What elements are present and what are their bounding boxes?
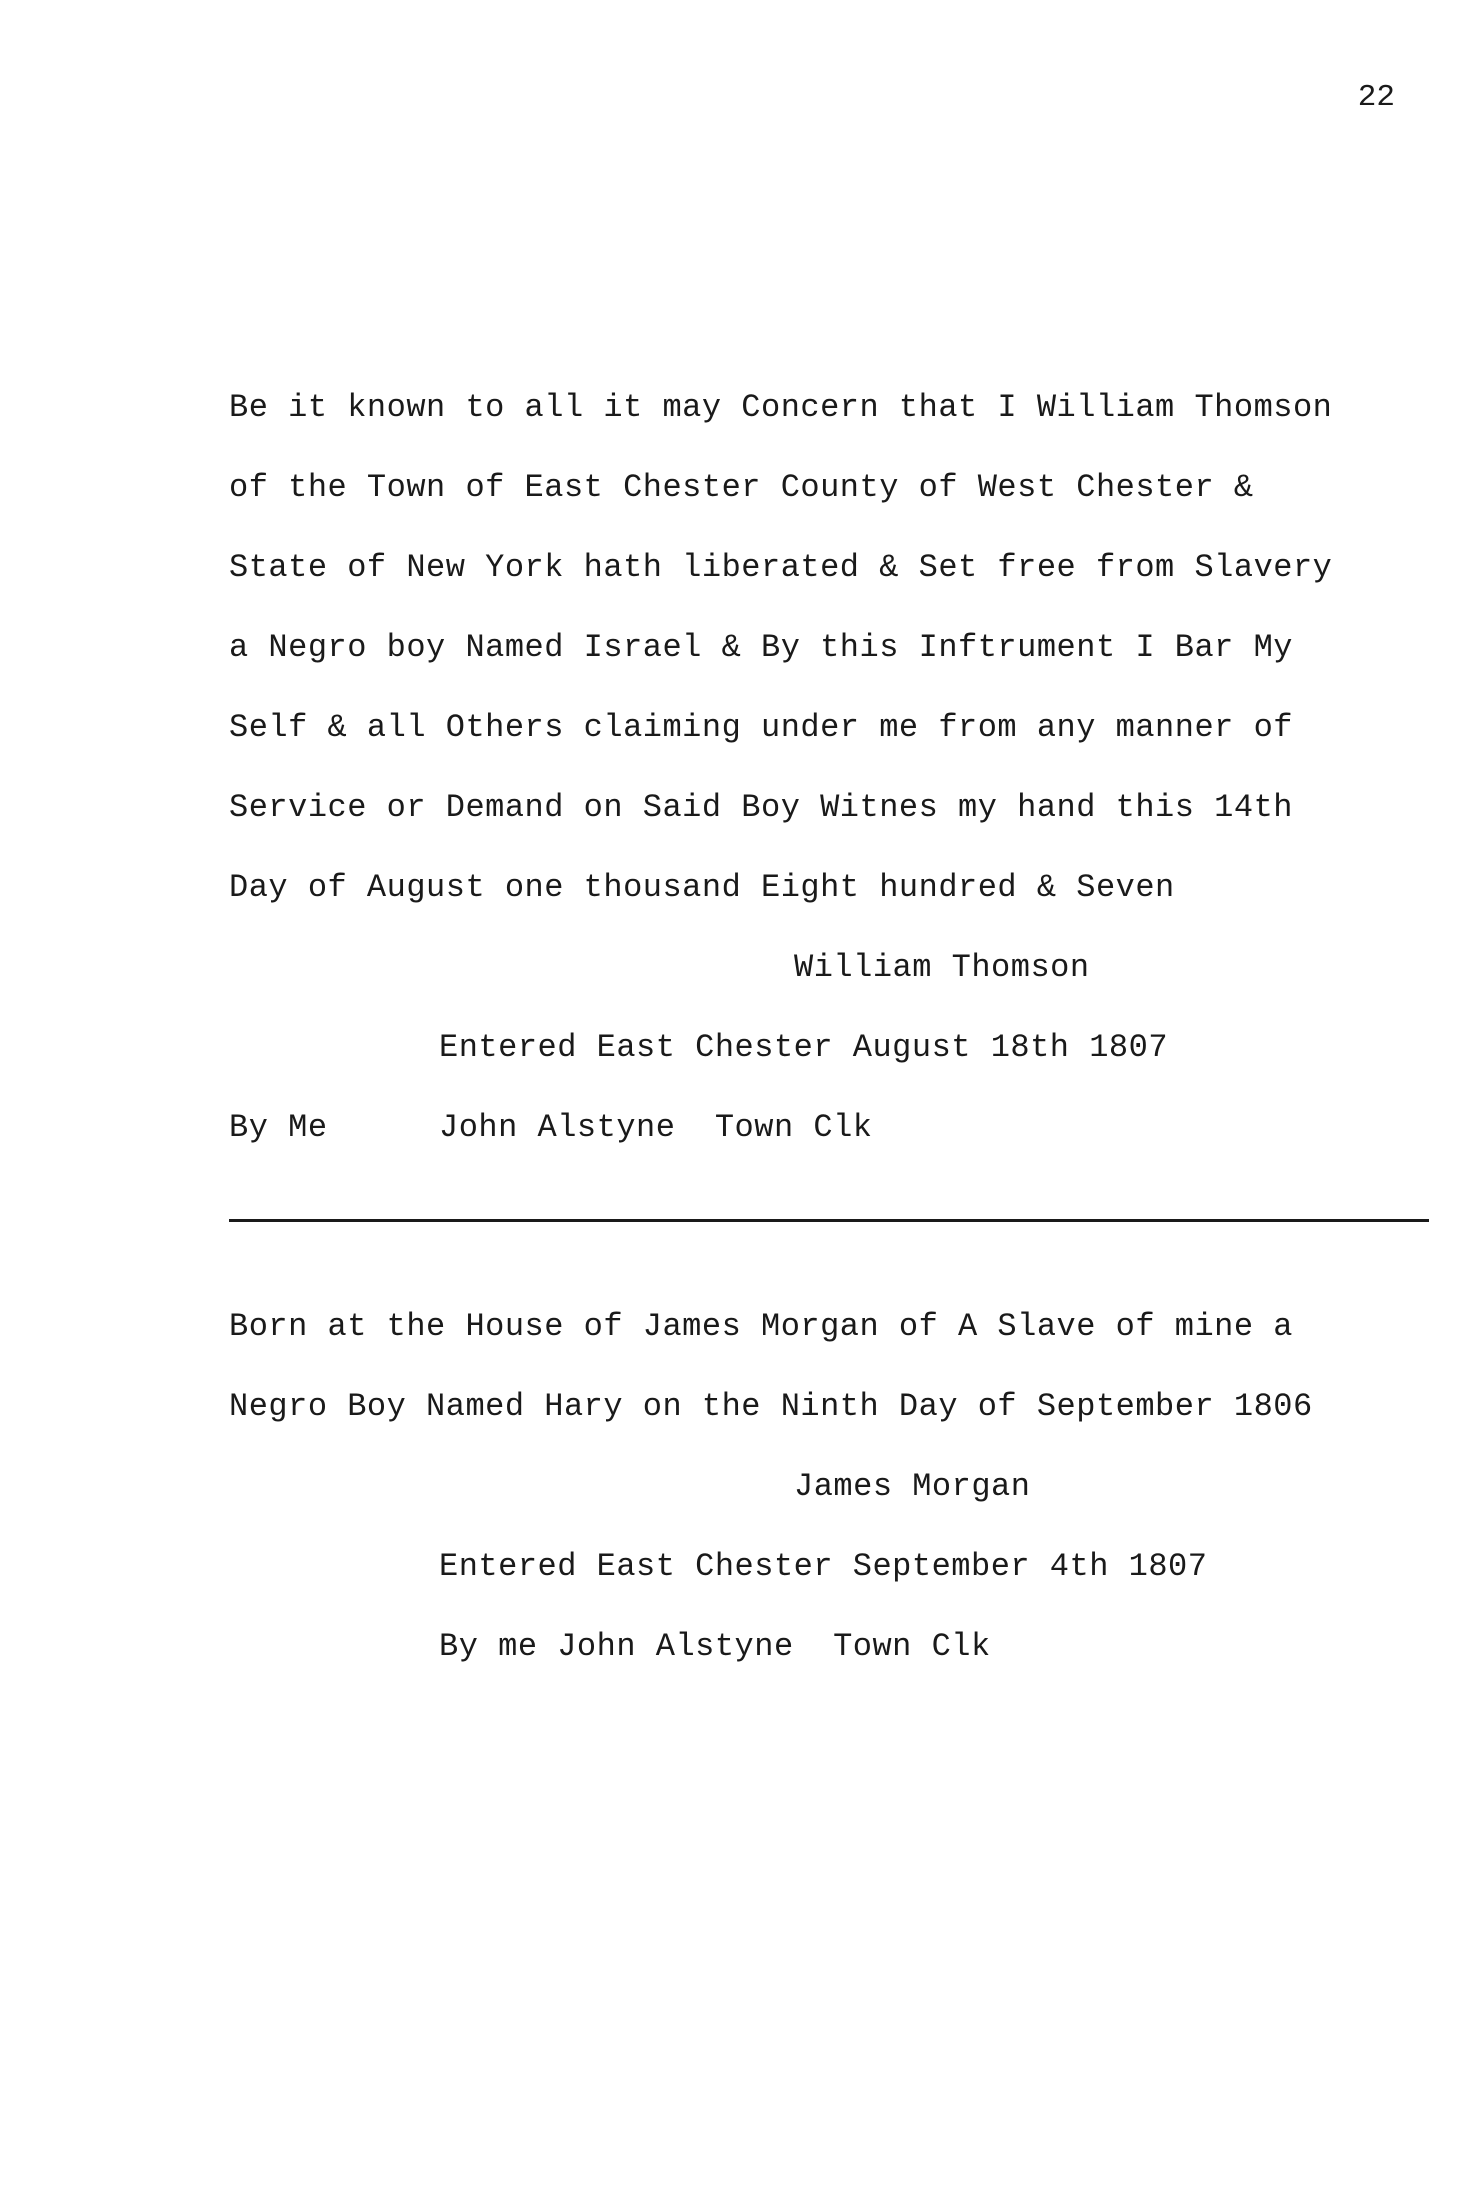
clerk-line [229, 1088, 1429, 1168]
signature-line [229, 1447, 1429, 1527]
entered-line [229, 1527, 1429, 1607]
entered-note: Entered East Chester August 18th 1807 [439, 1029, 1169, 1066]
clerk-line [229, 1607, 1429, 1687]
entry-text-line: of the Town of East Chester County of West Chester & [229, 469, 1254, 506]
entry-text-line: Self & all Others claiming under me from any manner of [229, 709, 1293, 746]
entry-text-line: State of New York hath liberated & Set free from Slavery [229, 549, 1333, 586]
entry-text-line: Be it known to all it may Concern that I William Thomson [229, 389, 1333, 426]
section-divider [229, 1219, 1429, 1222]
entered-line [229, 1008, 1429, 1088]
signature: William Thomson [794, 949, 1090, 986]
page-number: 22 [1357, 80, 1395, 115]
entry-text-line: Born at the House of James Morgan of A Slave of mine a [229, 1308, 1293, 1345]
by-label: By Me [229, 1109, 328, 1146]
clerk-name: John Alstyne Town Clk [439, 1109, 873, 1146]
clerk-name: By me John Alstyne Town Clk [439, 1628, 991, 1665]
entry-text-line: Negro Boy Named Hary on the Ninth Day of September 1806 [229, 1388, 1313, 1425]
entry-text-line: Day of August one thousand Eight hundred & Seven [229, 869, 1175, 906]
entry-text-line: Service or Demand on Said Boy Witnes my hand this 14th [229, 789, 1293, 826]
entered-note: Entered East Chester September 4th 1807 [439, 1548, 1208, 1585]
birth-entry [229, 1287, 1429, 1687]
signature-line [229, 928, 1429, 1008]
manumission-entry [229, 368, 1429, 1168]
signature: James Morgan [794, 1468, 1031, 1505]
entry-text-line: a Negro boy Named Israel & By this Inftrument I Bar My [229, 629, 1293, 666]
